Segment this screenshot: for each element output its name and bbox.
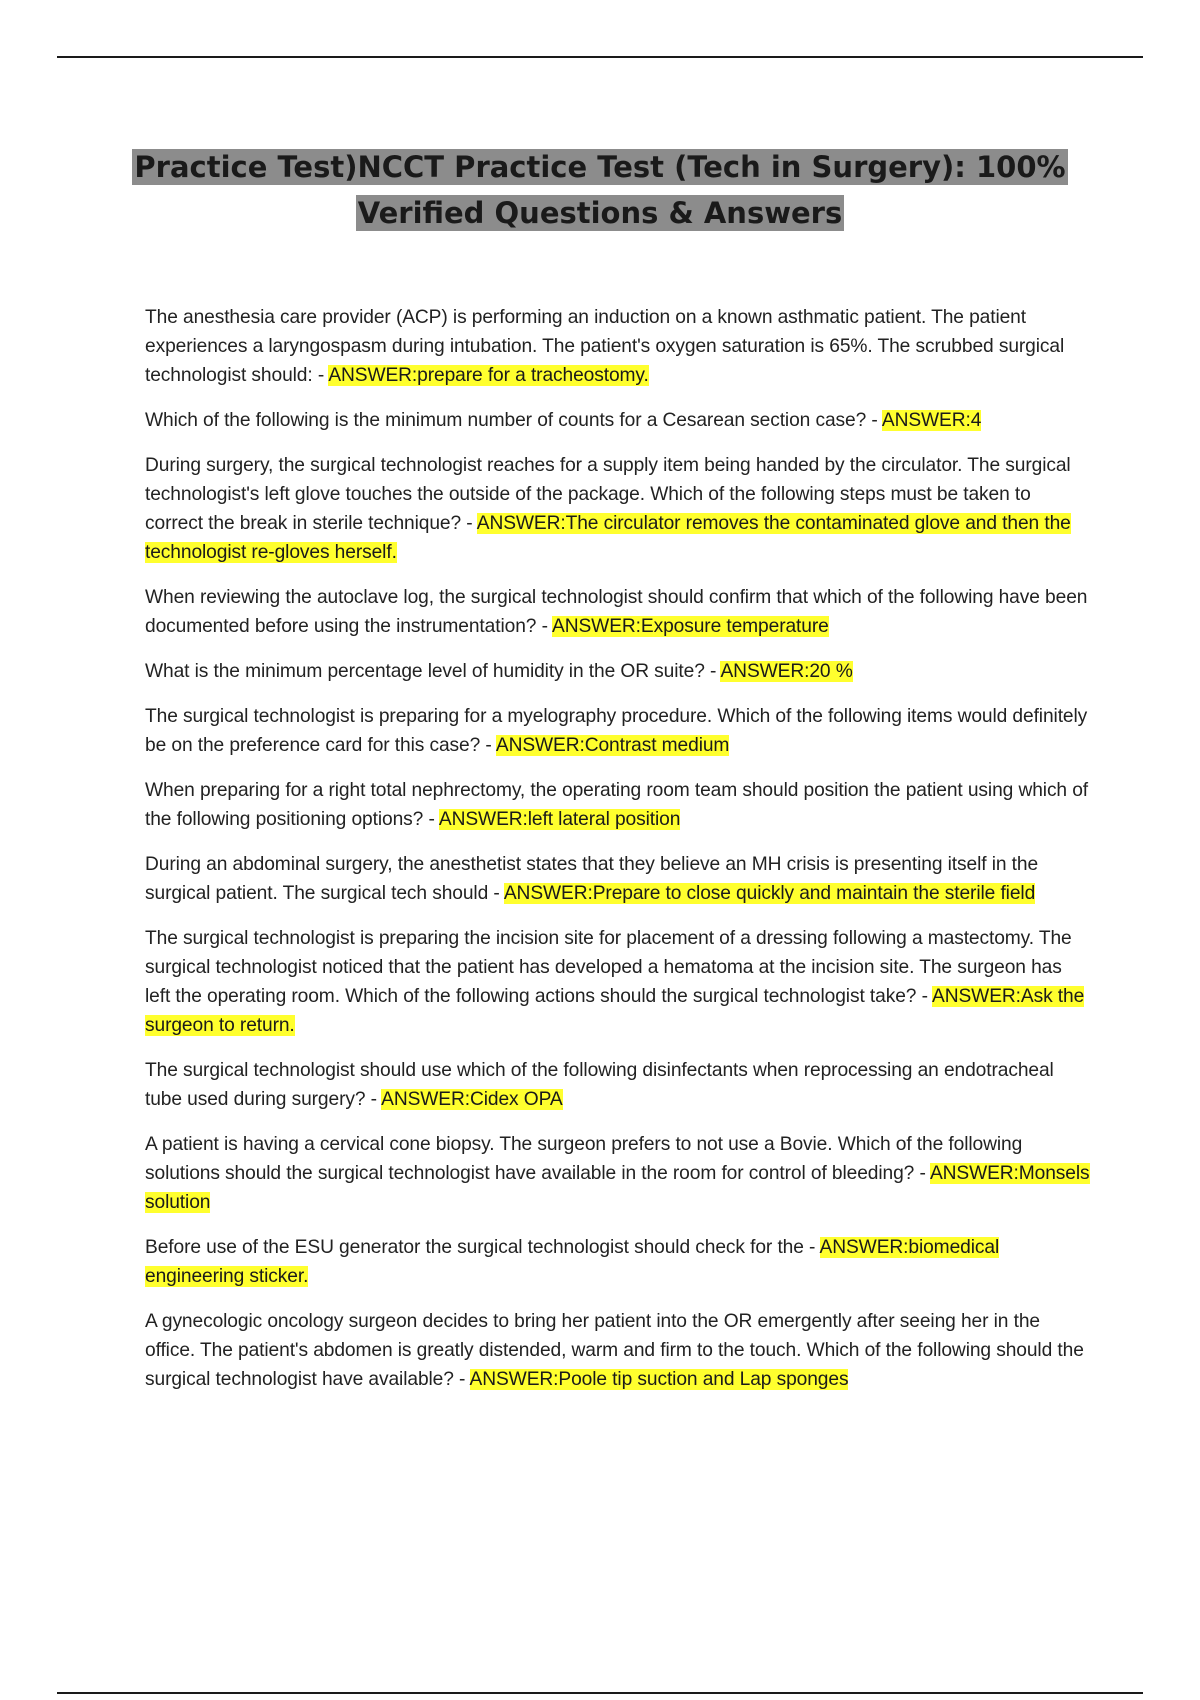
question-text: A gynecologic oncology surgeon decides to bring her patient into the OR emergently after seeing her in the office. The patient's abdomen is greatly distended, warm and firm to the touch. Which of the following should the surgical technologist have available? - (145, 1311, 1084, 1390)
question-text: The surgical technologist should use which of the following disinfectants when reprocessing an endotracheal tube used during surgery? - (145, 1060, 1054, 1110)
footer-rule (57, 1692, 1143, 1694)
qa-item (145, 924, 1090, 1040)
answer-text: ANSWER:Prepare to close quickly and maintain the sterile field (503, 883, 1036, 904)
question-text: The anesthesia care provider (ACP) is performing an induction on a known asthmatic patient. The patient experiences a laryngospasm during intubation. The patient's oxygen saturation is 65%. The scrubbed surgical technologist should: - (145, 307, 1065, 386)
answer-text: ANSWER:Ask the surgeon to return. (145, 986, 1085, 1036)
qa-item (145, 1130, 1090, 1217)
answer-text: ANSWER:Monsels solution (145, 1163, 1090, 1213)
answer-text: ANSWER:Exposure temperature (552, 616, 829, 637)
title-line-2 (100, 190, 1100, 236)
qa-item (145, 451, 1090, 567)
answer-text: ANSWER:biomedical engineering sticker. (145, 1237, 1000, 1287)
title-text-2: Verified Questions & Answers (357, 196, 843, 230)
answer-text: ANSWER:Cidex OPA (381, 1089, 563, 1110)
question-text: The surgical technologist is preparing the incision site for placement of a dressing following a mastectomy. The surgical technologist noticed that the patient has developed a hematoma at the incision site. The surgeon has left the operating room. Which of the following actions should the surgical technologist take? - (145, 928, 1072, 1007)
question-answer-list (145, 303, 1090, 1410)
question-text: The surgical technologist is preparing for a myelography procedure. Which of the following items would definitely be on the preference card for this case? - (145, 706, 1088, 756)
answer-text: ANSWER:left lateral position (438, 809, 681, 830)
question-text: During surgery, the surgical technologist reaches for a supply item being handed by the circulator. The surgical technologist's left glove touches the outside of the package. Which of the following steps must be taken to correct the break in sterile technique? - (145, 455, 1071, 534)
question-text: A patient is having a cervical cone biopsy. The surgeon prefers to not use a Bovie. Which of the following solutions should the surgical technologist have available in the room for control of bleeding? - (145, 1134, 1023, 1184)
answer-text: ANSWER:20 % (720, 661, 853, 682)
header-rule (57, 56, 1143, 58)
question-text: When reviewing the autoclave log, the surgical technologist should confirm that which of the following have been documented before using the instrumentation? - (145, 587, 1088, 637)
answer-text: ANSWER:prepare for a tracheostomy. (328, 365, 649, 386)
qa-item (145, 406, 1090, 435)
title-text-1: Practice Test)NCCT Practice Test (Tech in Surgery): 100% (134, 150, 1066, 184)
qa-item (145, 702, 1090, 760)
question-text: Which of the following is the minimum number of counts for a Cesarean section case? - (145, 410, 882, 431)
title-line-1 (100, 144, 1100, 190)
question-text: What is the minimum percentage level of humidity in the OR suite? - (145, 661, 721, 682)
answer-text: ANSWER:Contrast medium (495, 735, 730, 756)
answer-text: ANSWER:4 (881, 410, 982, 431)
answer-text: ANSWER:The circulator removes the contaminated glove and then the technologist re-gloves herself. (145, 513, 1071, 563)
qa-item (145, 1233, 1090, 1291)
qa-item (145, 776, 1090, 834)
qa-item (145, 1056, 1090, 1114)
question-text: When preparing for a right total nephrectomy, the operating room team should position the patient using which of the following positioning options? - (145, 780, 1089, 830)
question-text: During an abdominal surgery, the anesthetist states that they believe an MH crisis is presenting itself in the surgical patient. The surgical tech should - (145, 854, 1039, 904)
qa-item (145, 1307, 1090, 1394)
qa-item (145, 850, 1090, 908)
question-text: Before use of the ESU generator the surgical technologist should check for the - (145, 1237, 820, 1258)
answer-text: ANSWER:Poole tip suction and Lap sponges (469, 1369, 849, 1390)
qa-item (145, 657, 1090, 686)
qa-item (145, 583, 1090, 641)
qa-item (145, 303, 1090, 390)
page-title (100, 144, 1100, 236)
